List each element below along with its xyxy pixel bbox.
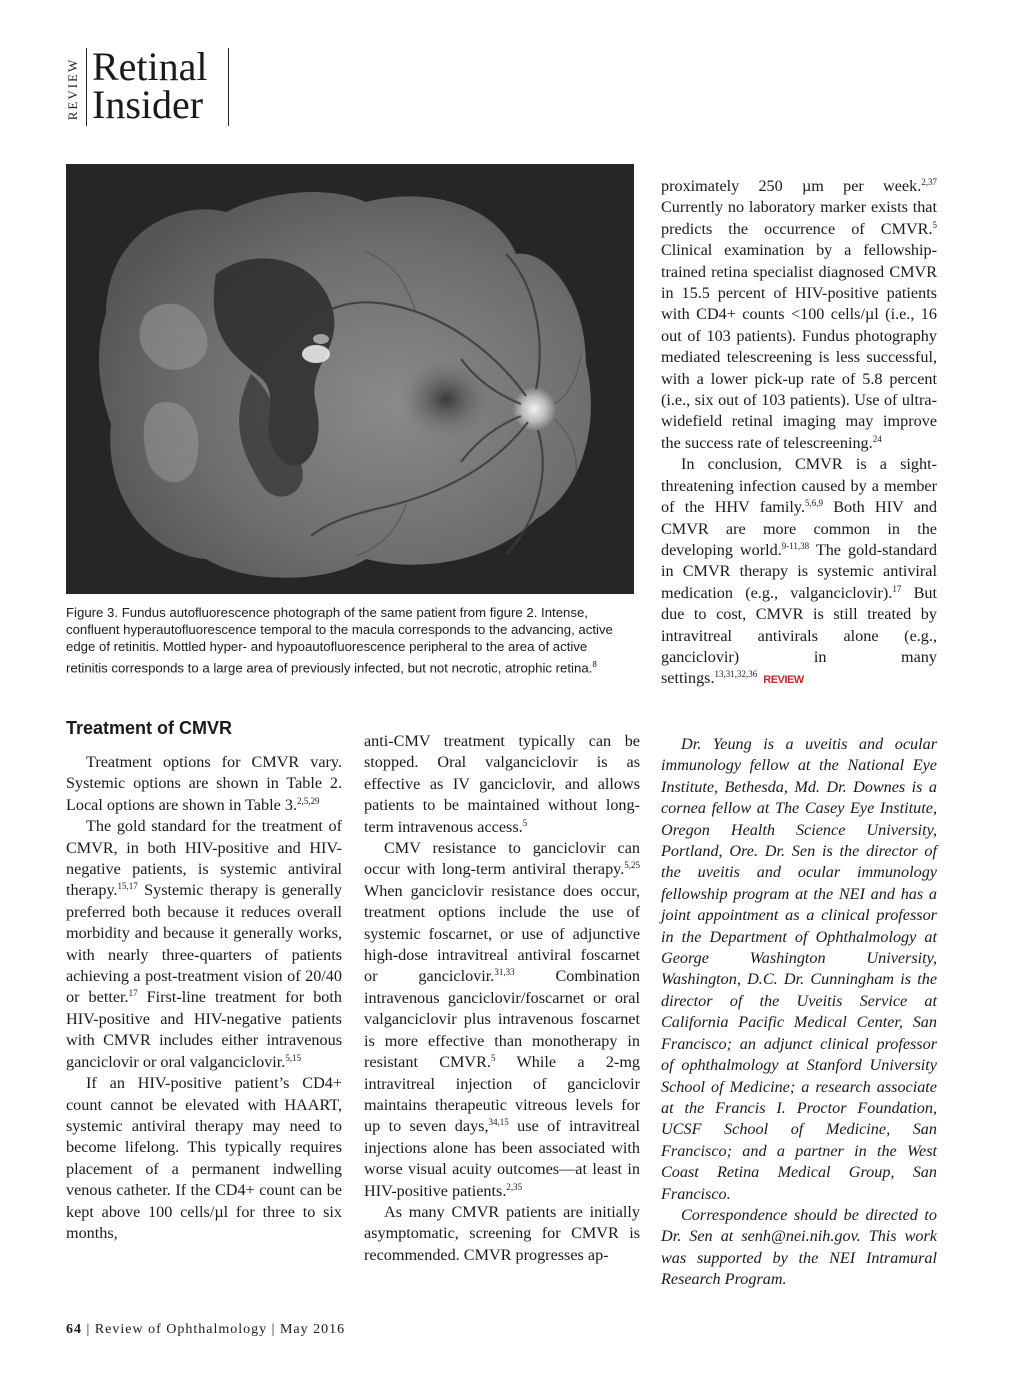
fundus-photo bbox=[66, 164, 634, 594]
section-title: Retinal Insider bbox=[92, 44, 208, 127]
paragraph: Correspondence should be directed to Dr. Sen at senh@nei.nih.gov. This work was supported by the NEI Intramural Research Program. bbox=[661, 1205, 937, 1289]
publication-name: Review of Ophthalmology bbox=[94, 1322, 268, 1337]
section-heading: Treatment of CMVR bbox=[66, 718, 233, 738]
paragraph: Dr. Yeung is a uveitis and ocular immunology fellow at the National Eye Institute, Bethesda, Md. Dr. Downes is a cornea fellow at The Casey Eye Institute, Oregon Health Science University, Portland, Ore. Dr. Sen is the director of the uveitis and ocular immunology fellowship program at the NEI and has a joint appointment as a clinical professor in the Department of Ophthalmology at George Washington University, Washington, D.C. Dr. Cunningham is the director of the Uveitis Service at California Pacific Medical Center, San Francisco; an adjunct clinical professor of ophthalmology at Stanford University School of Medicine; a research associate at the Francis I. Proctor Foundation, UCSF School of Medicine, San Francisco; and a partner in the West Coast Retina Medical Group, San Francisco. bbox=[661, 735, 937, 1203]
page-footer: 64 | Review of Ophthalmology | May 2016 bbox=[66, 1322, 346, 1337]
page-number: 64 bbox=[66, 1322, 82, 1337]
paragraph: If an HIV-positive patient’s CD4+ count cannot be elevated with HAART, systemic antiviral therapy may need to become lifelong. This typically requires placement of a permanent indwelling venous catheter. If the CD4+ count can be kept above 100 cells/µl for three to six months, bbox=[66, 1074, 342, 1242]
text-column-1 bbox=[66, 752, 342, 1244]
section-label: REVIEW bbox=[65, 57, 80, 121]
paragraph: The gold standard for the treatment of CMVR, in both HIV-positive and HIV-negative patients, is systemic antiviral therapy.$^{15,17}$ Systemic therapy is generally preferred both because it reduces overall morbidity and because it generally works, with nearly three-quarters of patients achieving a post-treatment vision of 20/40 or better.$^{17}$ First-line treatment for both HIV-positive and HIV-negative patients with CMVR includes either intravenous ganciclovir or oral valganciclovir.$^{5,15}$ bbox=[66, 817, 342, 1071]
end-mark: REVIEW bbox=[763, 674, 804, 687]
figure-caption: Figure 3. Fundus autofluorescence photograph of the same patient from figure 2. Intense, confluent hyperautofluorescence temporal to the macula corresponds to the advancing, active edge of retinitis. Mottled hyper- and hypoautofluorescence peripheral to the area of active retinitis corresponds to a large area of previously infected, but not necrotic, atrophic retina.$^8$ bbox=[66, 605, 613, 675]
paragraph: CMV resistance to ganciclovir can occur with long-term antiviral therapy.$^{5,25}$ When ganciclovir resistance does occur, treatment options include the use of systemic foscarnet, or use of adjunctive high-dose intravitreal antiviral foscarnet or ganciclovir.$^{31,33}$ Combination intravenous ganciclovir/foscarnet or oral valganciclovir plus intravenous foscarnet is more effective than monotherapy in resistant CMVR.$^5$ While a 2-mg intravitreal injection of ganciclovir maintains therapeutic vitreous levels for up to seven days,$^{34,15}$ use of intravitreal injections alone has been associated with worse visual acuity outcomes—at least in HIV-positive patients.$^{2,35}$ bbox=[364, 839, 640, 1200]
paragraph: Treatment options for CMVR vary. Systemic options are shown in Table 2. Local options are shown in Table 3.$^{2,5,29}$ bbox=[66, 753, 342, 814]
divider bbox=[228, 48, 229, 126]
issue-date: May 2016 bbox=[279, 1322, 346, 1337]
author-bio bbox=[661, 734, 937, 1291]
paragraph: proximately 250 µm per week.$^{2,37}$ Currently no laboratory marker exists that predicts the occurrence of CMVR.$^5$ Clinical examination by a fellowship-trained retina specialist diagnosed CMVR in 15.5 percent of HIV-positive patients with CD4+ counts <100 cells/µl (i.e., 16 out of 103 patients). Fundus photography mediated telescreening is less successful, with a lower pick-up rate of 5.8 percent (i.e., six out of 103 patients). Use of ultra-widefield retinal imaging may improve the success rate of telescreening.$^{24}$ bbox=[661, 177, 937, 452]
divider bbox=[86, 48, 87, 126]
paragraph: As many CMVR patients are initially asymptomatic, screening for CMVR is recommended. CMVR progresses ap- bbox=[364, 1202, 640, 1264]
text-column-2 bbox=[364, 731, 640, 1266]
paragraph: anti-CMV treatment typically can be stopped. Oral valganciclovir is as effective as IV ganciclovir, and allows patients to be maintained without long-term intravenous access.$^5$ bbox=[364, 732, 640, 836]
text-column-3 bbox=[661, 176, 937, 692]
paragraph: In conclusion, CMVR is a sight-threatening infection caused by a member of the HHV family.$^{5,6,9}$ Both HIV and CMVR are more common in the developing world.$^{9-11,38}$ The gold-standard in CMVR therapy is systemic antiviral medication (e.g., valganciclovir).$^{17}$ But due to cost, CMVR is still treated by intravitreal antivirals alone (e.g., ganciclovir) in many settings.$^{13,31,32,36}$ REVIEW bbox=[661, 455, 937, 688]
